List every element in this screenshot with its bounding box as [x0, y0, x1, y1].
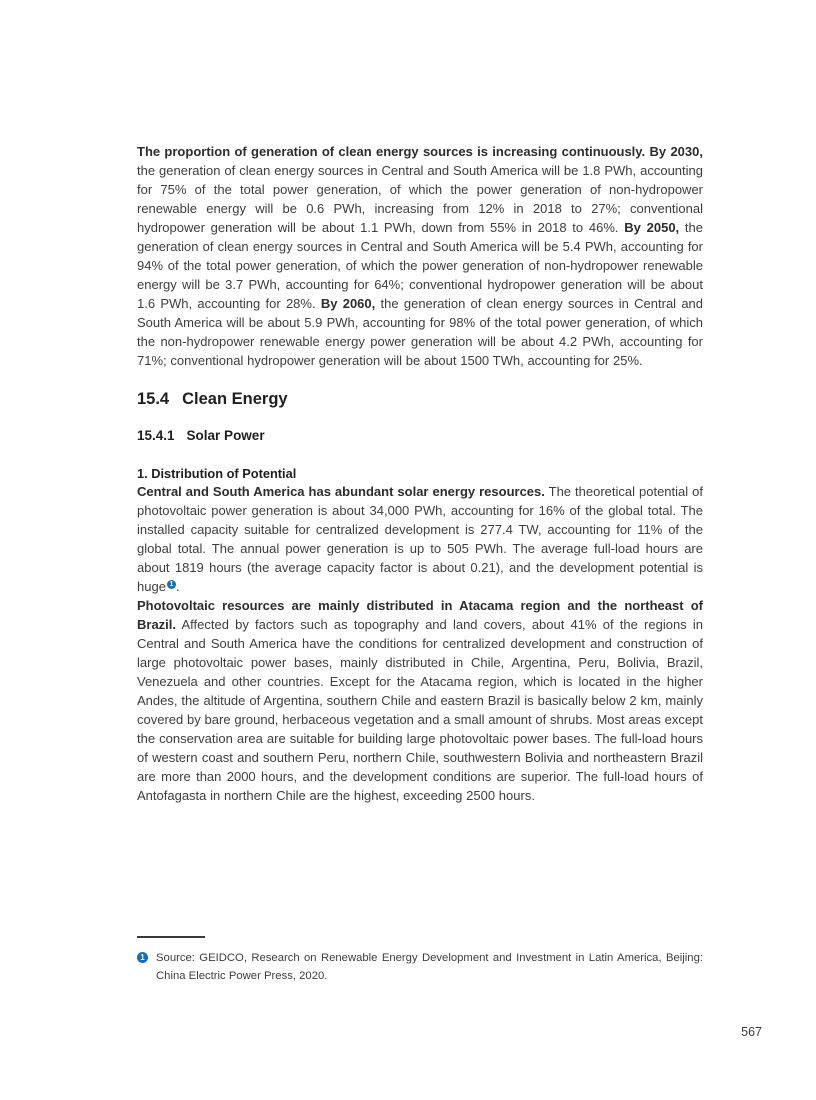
subsection-title: Solar Power — [186, 428, 265, 443]
section-title: Clean Energy — [182, 390, 288, 408]
subsection-number: 15.4.1 — [137, 428, 175, 443]
main-text-column — [137, 142, 703, 805]
paragraph-photovoltaic-distribution: Photovoltaic resources are mainly distributed in Atacama region and the northeast of Brazil. Affected by factors such as topography and land covers, about 41% of the regions in Central and South America have the conditions for centralized development and construction of large photovoltaic power bases, mainly distributed in Chile, Argentina, Peru, Bolivia, Brazil, Venezuela and other countries. Except for the Atacama region, which is located in the higher Andes, the altitude of Argentina, southern Chile and eastern Brazil is basically below 2 km, mainly covered by bare ground, herbaceous vegetation and a small amount of shrubs. Most areas except the conservation area are suitable for building large photovoltaic power bases. The full-load hours of western coast and southern Peru, northern Chile, southwestern Bolivia and northeastern Brazil are more than 2000 hours, and the development conditions are superior. The full-load hours of Antofagasta in northern Chile are the highest, exceeding 2500 hours. — [137, 598, 703, 803]
footnote-separator — [137, 936, 205, 938]
footnote-number-icon: 1 — [137, 952, 148, 963]
footnote-area — [137, 936, 703, 985]
footnote-ref-icon: 1 — [167, 580, 176, 589]
subsection-heading-solar-power — [137, 427, 703, 444]
footnote — [137, 949, 703, 985]
page-number: 567 — [741, 1025, 762, 1039]
numbered-heading-distribution-of-potential: 1. Distribution of Potential — [137, 466, 297, 481]
footnote-text: Source: GEIDCO, Research on Renewable Energy Development and Investment in Latin America, Beijing: China Electric Power Press, 2020. — [156, 952, 703, 982]
section-number: 15.4 — [137, 390, 170, 408]
paragraph-solar-potential: Central and South America has abundant solar energy resources. The theoretical potential of photovoltaic power generation is about 34,000 PWh, accounting for 16% of the global total. The installed capacity suitable for centralized development is 277.4 TW, accounting for 11% of the global total. The annual power generation is up to 505 PWh. The average full-load hours are about 1819 hours (the average capacity factor is about 0.21), and the development potential is huge 1 . — [137, 484, 703, 594]
section-heading-clean-energy — [137, 389, 703, 409]
paragraph-clean-energy-generation: The proportion of generation of clean energy sources is increasing continuously. By 2030, the generation of clean energy sources in Central and South America will be 1.8 PWh, accounting for 75% of the total power generation, of which the power generation of non-hydropower renewable energy will be 0.6 PWh, increasing from 12% in 2018 to 27%; conventional hydropower generation will be about 1.1 PWh, down from 55% in 2018 to 46%. By 2050, the generation of clean energy sources in Central and South America will be 5.4 PWh, accounting for 94% of the total power generation, of which the power generation of non-hydropower renewable energy will be 3.7 PWh, accounting for 64%; conventional hydropower generation will be about 1.6 PWh, accounting for 28%. By 2060, the generation of clean energy sources in Central and South America will be about 5.9 PWh, accounting for 98% of the total power generation, of which the non-hydropower renewable energy power generation will be about 4.2 PWh, accounting for 71%; conventional hydropower generation will be about 1500 TWh, accounting for 25%. — [137, 144, 704, 368]
